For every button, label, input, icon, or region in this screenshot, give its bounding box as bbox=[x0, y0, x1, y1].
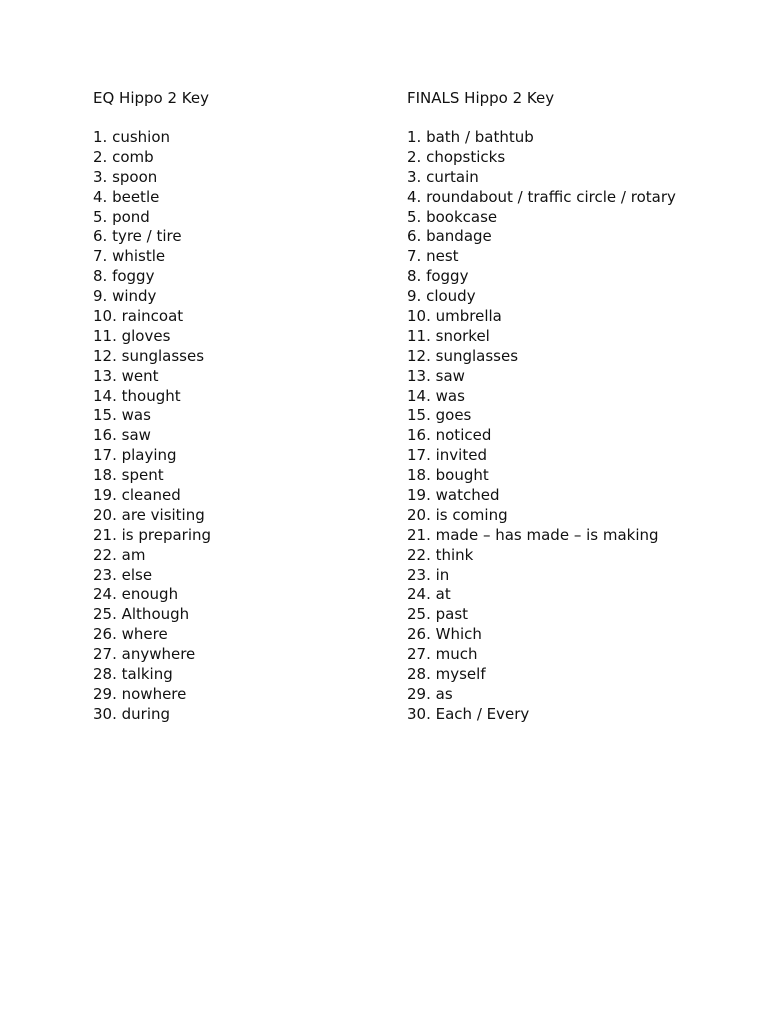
answer-item: 12. sunglasses bbox=[93, 346, 205, 365]
answer-item: 23. in bbox=[407, 565, 450, 584]
answer-item: 18. spent bbox=[93, 466, 164, 485]
answer-item: 10. umbrella bbox=[407, 307, 502, 326]
answer-item: 19. watched bbox=[407, 486, 500, 505]
answer-item: 11. gloves bbox=[93, 326, 171, 345]
answer-item: 7. nest bbox=[407, 247, 459, 266]
answer-item: 29. nowhere bbox=[93, 684, 187, 703]
answer-item: 26. Which bbox=[407, 625, 482, 644]
answer-item: 7. whistle bbox=[93, 247, 166, 266]
answer-item: 4. beetle bbox=[93, 187, 160, 206]
answer-item: 1. cushion bbox=[93, 128, 171, 146]
answer-item: 18. bought bbox=[407, 466, 489, 485]
eq-answer-list bbox=[93, 128, 211, 725]
answer-item: 30. Each / Every bbox=[407, 704, 530, 723]
answer-item: 9. cloudy bbox=[407, 287, 476, 306]
answer-item: 24. enough bbox=[93, 585, 179, 604]
answer-item: 28. talking bbox=[93, 665, 173, 684]
answer-item: 25. past bbox=[407, 605, 469, 624]
answer-item: 29. as bbox=[407, 684, 453, 703]
answer-item: 25. Although bbox=[93, 605, 190, 624]
answer-item: 27. anywhere bbox=[93, 645, 196, 664]
answer-item: 21. is preparing bbox=[93, 525, 212, 544]
answer-item: 9. windy bbox=[93, 287, 157, 306]
finals-key-column bbox=[407, 88, 676, 725]
answer-item: 23. else bbox=[93, 565, 153, 584]
answer-item: 15. was bbox=[93, 406, 151, 425]
answer-item: 15. goes bbox=[407, 406, 472, 425]
answer-item: 28. myself bbox=[407, 665, 486, 684]
answer-item: 1. bath / bathtub bbox=[407, 128, 534, 146]
answer-item: 13. went bbox=[93, 366, 159, 385]
answer-item: 22. am bbox=[93, 545, 146, 564]
finals-answer-list bbox=[407, 128, 676, 725]
answer-item: 21. made – has made – is making bbox=[407, 525, 659, 544]
answer-item: 20. are visiting bbox=[93, 505, 205, 524]
answer-item: 30. during bbox=[93, 704, 171, 723]
answer-item: 2. chopsticks bbox=[407, 147, 506, 166]
answer-item: 27. much bbox=[407, 645, 478, 664]
answer-item: 5. pond bbox=[93, 207, 150, 226]
answer-item: 4. roundabout / traffic circle / rotary bbox=[407, 187, 676, 206]
answer-item: 11. snorkel bbox=[407, 326, 490, 345]
answer-item: 3. curtain bbox=[407, 167, 479, 186]
answer-item: 16. saw bbox=[93, 426, 151, 445]
answer-item: 8. foggy bbox=[407, 267, 469, 286]
answer-item: 26. where bbox=[93, 625, 168, 644]
answer-item: 13. saw bbox=[407, 366, 465, 385]
answer-item: 6. tyre / tire bbox=[93, 227, 182, 246]
answer-item: 10. raincoat bbox=[93, 307, 184, 326]
answer-item: 5. bookcase bbox=[407, 207, 498, 226]
eq-key-title: EQ Hippo 2 Key bbox=[93, 89, 209, 107]
answer-item: 14. was bbox=[407, 386, 465, 405]
answer-item: 14. thought bbox=[93, 386, 181, 405]
answer-item: 24. at bbox=[407, 585, 451, 604]
eq-key-column bbox=[93, 88, 211, 725]
answer-item: 16. noticed bbox=[407, 426, 492, 445]
answer-item: 17. invited bbox=[407, 446, 487, 465]
answer-item: 6. bandage bbox=[407, 227, 492, 246]
answer-item: 20. is coming bbox=[407, 505, 508, 524]
answer-item: 22. think bbox=[407, 545, 474, 564]
finals-key-title: FINALS Hippo 2 Key bbox=[407, 89, 555, 107]
answer-item: 12. sunglasses bbox=[407, 346, 519, 365]
answer-item: 2. comb bbox=[93, 147, 154, 166]
answer-item: 3. spoon bbox=[93, 167, 158, 186]
answer-item: 19. cleaned bbox=[93, 486, 181, 505]
answer-item: 17. playing bbox=[93, 446, 177, 465]
answer-item: 8. foggy bbox=[93, 267, 155, 286]
